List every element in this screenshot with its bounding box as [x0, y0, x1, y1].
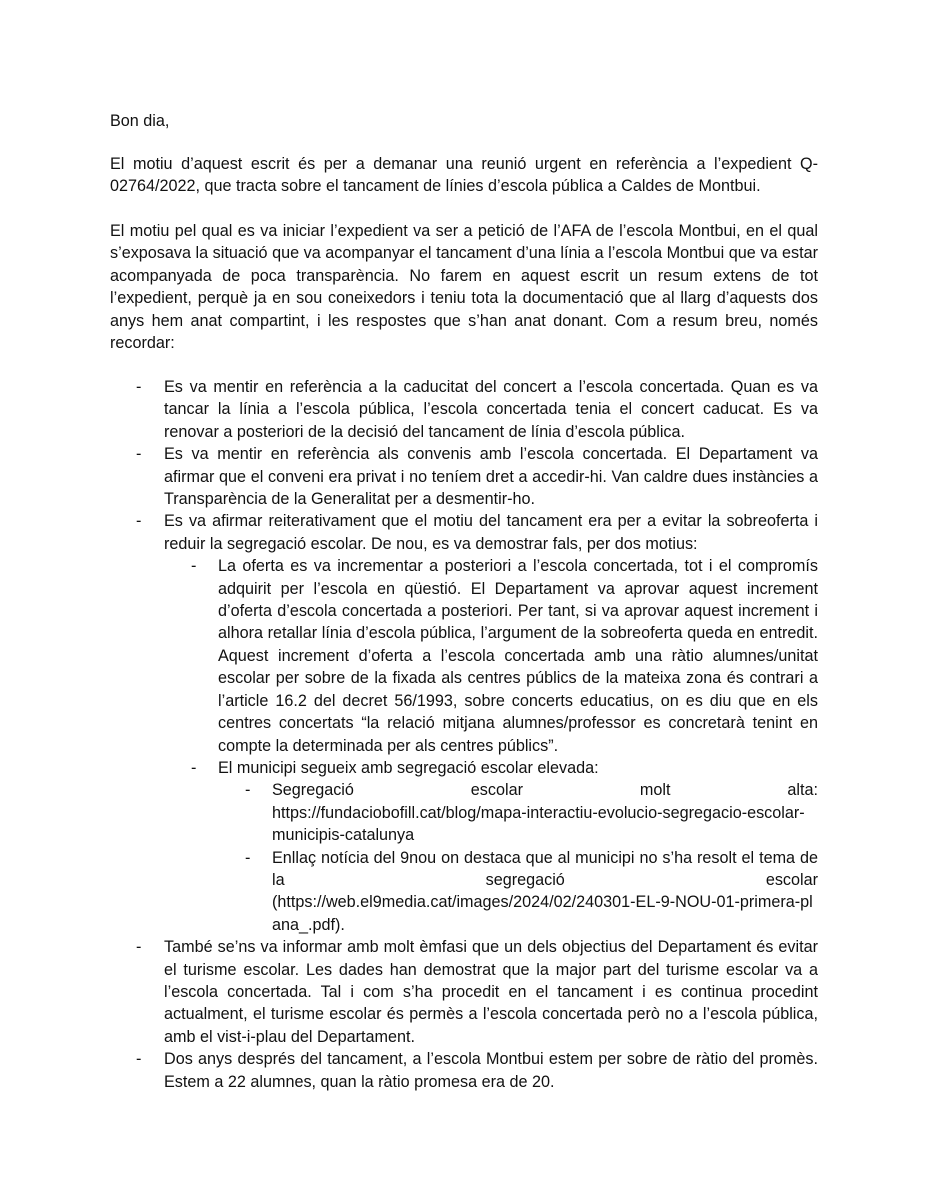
point-text: Dos anys després del tancament, a l’escola Montbui estem per sobre de ràtio del promès. Estem a 22 alumnes, quan la ràtio promesa era de 20. — [164, 1050, 818, 1091]
list-item — [218, 779, 818, 846]
subpoints-list — [164, 555, 818, 936]
subsubpoint-text: Segregació escolar molt alta: — [272, 781, 818, 800]
bullet-dash: - — [136, 938, 142, 957]
subpoint-text: La oferta es va incrementar a posteriori a l’escola concertada, tot i el compromís adquirit per l’escola en qüestió. El Departament va aprovar aquest increment d’oferta d’escola concertada a posteriori. Per tant, si va aprovar aquest increment i alhora retallar línia d’escola pública, l’argument de la sobreoferta queda en entredit. Aquest increment d’oferta a l’escola concertada amb una ràtio alumnes/unitat escolar per sobre de la fixada als centres públics de la mateixa zona és contrari a l’article 16.2 del decret 56/1993, sobre concerts educatius, on es diu que en els centres concertats “la relació mitjana alumnes/professor es concretarà tenint en compte la determinada per als centres públics”. — [218, 557, 818, 755]
greeting: Bon dia, — [110, 112, 170, 130]
bullet-dash: - — [191, 758, 197, 777]
bullet-dash: - — [136, 512, 142, 531]
bullet-dash: - — [136, 1050, 142, 1069]
point-text: Es va mentir en referència als convenis amb l’escola concertada. El Departament va afirmar que el conveni era privat i no teníem dret a accedir-hi. Van caldre dues instàncies a Transparència de la Generalitat per a desmentir-ho. — [164, 445, 818, 509]
bullet-dash: - — [136, 378, 142, 396]
paragraph-background: El motiu pel qual es va iniciar l’expedient va ser a petició de l’AFA de l’escola Montbui, en el qual s’exposava la situació que va acompanyar el tancament d’una línia a l’escola Montbui que va estar acompanyada de poca transparència. No farem en aquest escrit un resum extens de tot l’expedient, perquè ja en sou coneixedors i teniu tota la documentació que al llarg d’aquests dos anys hem anat compartint, i les respostes que s’han anat donant. Com a resum breu, només recordar: — [110, 222, 818, 353]
list-item — [110, 376, 818, 443]
paragraph-request: El motiu d’aquest escrit és per a demanar una reunió urgent en referència a l’expedient Q-02764/2022, que tracta sobre el tancament de línies d’escola pública a Caldes de Montbui. — [110, 155, 818, 196]
subsubpoints-list — [218, 779, 818, 936]
subpoint-text: El municipi segueix amb segregació escolar elevada: — [218, 758, 599, 777]
segregation-map-link[interactable]: https://fundaciobofill.cat/blog/mapa-interactiu-evolucio-segregacio-escolar-municipis-catalunya — [272, 803, 805, 845]
bullet-dash: - — [245, 848, 251, 867]
point-text: També se’ns va informar amb molt èmfasi que un dels objectius del Departament és evitar el turisme escolar. Les dades han demostrat que la major part del turisme escolar va a l’escola concertada. Tal i com s’ha procedit en el tancament i es continua procedint actualment, el turisme escolar és permès a l’escola concertada però no a l’escola pública, amb el vist-i-plau del Departament. — [164, 938, 818, 1046]
bullet-dash: - — [136, 445, 142, 464]
point-text: Es va mentir en referència a la caducitat del concert a l’escola concertada. Quan es va tancar la línia a l’escola pública, l’escola concertada tenia el concert caducat. Es va renovar a posteriori de la decisió del tancament de línia d’escola pública. — [164, 378, 818, 441]
news-article-link[interactable]: (https://web.el9media.cat/images/2024/02/240301-EL-9-NOU-01-primera-plana_.pdf). — [272, 893, 813, 934]
list-item — [218, 847, 818, 937]
subsubpoint-text: Enllaç notícia del 9nou on destaca que al municipi no s’ha resolt el tema de la segregació escolar — [272, 848, 818, 889]
list-item — [110, 510, 818, 936]
bullet-dash: - — [245, 781, 251, 800]
list-item — [110, 936, 818, 1048]
list-item — [110, 443, 818, 510]
bullet-dash: - — [191, 557, 197, 576]
list-item — [164, 757, 818, 936]
list-item — [110, 1048, 818, 1093]
list-item — [164, 555, 818, 757]
points-list — [110, 376, 818, 1093]
point-text: Es va afirmar reiterativament que el motiu del tancament era per a evitar la sobreoferta i reduir la segregació escolar. De nou, es va demostrar fals, per dos motius: — [164, 512, 818, 553]
